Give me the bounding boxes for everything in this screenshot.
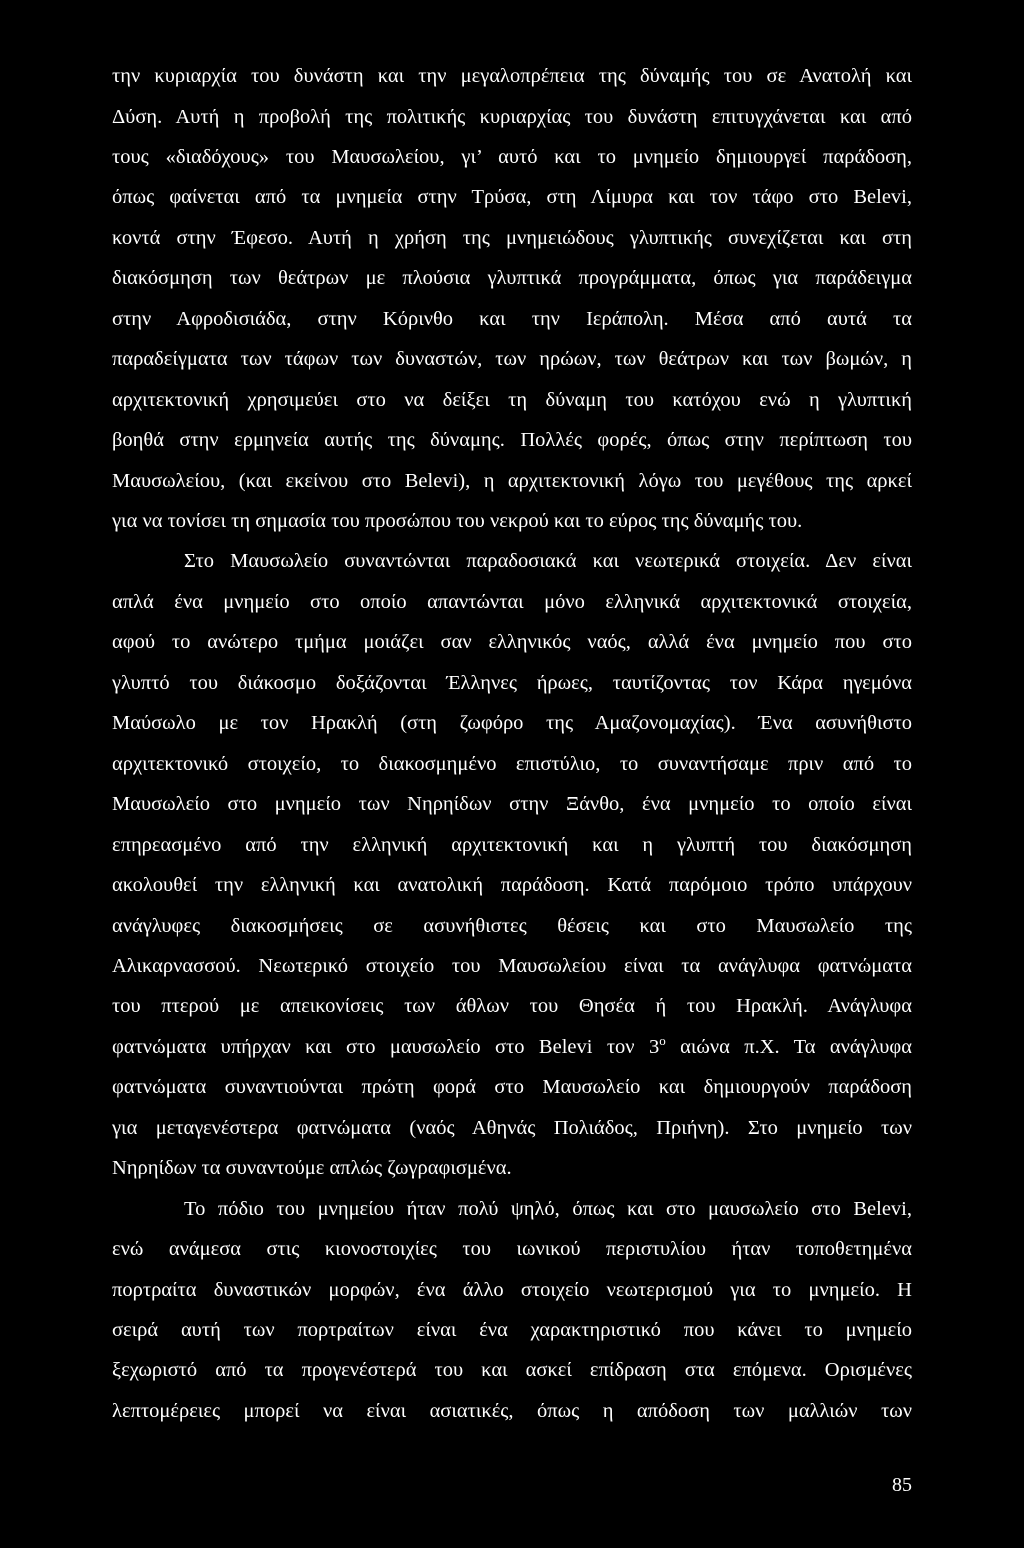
text-line: Αλικαρνασσού. Νεωτερικό στοιχείο του Μαυσωλείου είναι τα ανάγλυφα φατνώματα [112, 954, 912, 977]
text-line: για να τονίσει τη σημασία του προσώπου του νεκρού και το εύρος της δύναμής του. [112, 510, 803, 532]
text-line: του πτερού με απεικονίσεις των άθλων του Θησέα ή του Ηρακλή. Ανάγλυφα [112, 995, 912, 1018]
text-line: αφού το ανώτερο τμήμα μοιάζει σαν ελληνικός ναός, αλλά ένα μνημείο που στο [112, 631, 912, 654]
text-line: ανάγλυφες διακοσμήσεις σε ασυνήθιστες θέσεις και στο Μαυσωλείο της [112, 914, 912, 937]
text-line: βοηθά στην ερμηνεία αυτής της δύναμης. Πολλές φορές, όπως στην περίπτωση του [112, 429, 912, 452]
text-line: Μαυσωλείου, (και εκείνου στο Belevi), η αρχιτεκτονική λόγω του μεγέθους της αρκεί [112, 469, 912, 492]
text-line: γλυπτό του διάκοσμο δοξάζονται Έλληνες ήρωες, ταυτίζοντας τον Κάρα ηγεμόνα [112, 671, 912, 694]
text-line: Μαυσωλείο στο μνημείο των Νηρηίδων στην Ξάνθο, ένα μνημείο το οποίο είναι [112, 793, 912, 816]
text-line: την κυριαρχία του δυνάστη και την μεγαλοπρέπεια της δύναμής του σε Ανατολή και [112, 65, 912, 87]
text-line: όπως φαίνεται από τα μνημεία στην Τρύσα, στη Λίμυρα και τον τάφο στο Belevi, [112, 186, 912, 209]
text-line: φατνώματα συναντιούνται πρώτη φορά στο Μαυσωλείο και δημιουργούν παράδοση [112, 1076, 912, 1099]
text-line: στην Αφροδισιάδα, στην Κόρινθο και την Ιεράπολη. Μέσα από αυτά τα [112, 307, 912, 330]
text-line: τους «διαδόχους» του Μαυσωλείου, γι’ αυτό και το μνημείο δημιουργεί παράδοση, [112, 145, 912, 168]
text-line: επηρεασμένο από την ελληνική αρχιτεκτονική και η γλυπτή του διακόσμηση [112, 833, 912, 856]
text-line: ακολουθεί την ελληνική και ανατολική παράδοση. Κατά παρόμοιο τρόπο υπάρχουν [112, 874, 912, 896]
text-line: ξεχωριστό από τα προγενέστερά του και ασκεί επίδραση στα επόμενα. Ορισμένες [112, 1359, 912, 1382]
text-line: Το πόδιο του μνημείου ήταν πολύ ψηλό, όπως και στο μαυσωλείο στο Belevi, [184, 1197, 912, 1220]
text-line: Νηρηίδων τα συναντούμε απλώς ζωγραφισμένα. [112, 1157, 512, 1180]
text-line: αρχιτεκτονικό στοιχείο, το διακοσμημένο επιστύλιο, το συναντήσαμε πριν από το [112, 752, 912, 775]
text-line: κοντά στην Έφεσο. Αυτή η χρήση της μνημειώδους γλυπτικής συνεχίζεται και στη [112, 226, 912, 249]
text-line: διακόσμηση των θεάτρων με πλούσια γλυπτικά προγράμματα, όπως για παράδειγμα [112, 267, 912, 290]
text-line: Στο Μαυσωλείο συναντώνται παραδοσιακά και νεωτερικά στοιχεία. Δεν είναι [184, 550, 912, 573]
text-line: σειρά αυτή των πορτραίτων είναι ένα χαρακτηριστικό που κάνει το μνημείο [112, 1319, 912, 1341]
text-line: αρχιτεκτονική χρησιμεύει στο να δείξει τη δύναμη του κατόχου ενώ η γλυπτική [112, 388, 912, 411]
page-number: 85 [892, 1474, 912, 1496]
text-line: απλά ένα μνημείο στο οποίο απαντώνται μόνο ελληνικά αρχιτεκτονικά στοιχεία, [112, 590, 912, 613]
text-line: φατνώματα υπήρχαν και στο μαυσωλείο στο Belevi τον $3^o$ αιώνα π.Χ. Τα ανάγλυφα [112, 1032, 912, 1058]
text-line: ενώ ανάμεσα στις κιονοστοιχίες του ιωνικού περιστυλίου ήταν τοποθετημένα [112, 1238, 912, 1261]
text-line: πορτραίτα δυναστικών μορφών, ένα άλλο στοιχείο νεωτερισμού για το μνημείο. Η [112, 1278, 912, 1301]
text-line: για μεταγενέστερα φατνώματα (ναός Αθηνάς Πολιάδος, Πριήνη). Στο μνημείο των [112, 1116, 912, 1139]
text-line: λεπτομέρειες μπορεί να είναι ασιατικές, όπως η απόδοση των μαλλιών των [112, 1399, 912, 1422]
text-line: Μαύσωλο με τον Ηρακλή (στη ζωφόρο της Αμαζονομαχίας). Ένα ασυνήθιστο [112, 712, 912, 735]
text-line: Δύση. Αυτή η προβολή της πολιτικής κυριαρχίας του δυνάστη επιτυγχάνεται και από [112, 105, 912, 128]
text-line: παραδείγματα των τάφων των δυναστών, των ηρώων, των θεάτρων και των βωμών, η [112, 348, 912, 371]
